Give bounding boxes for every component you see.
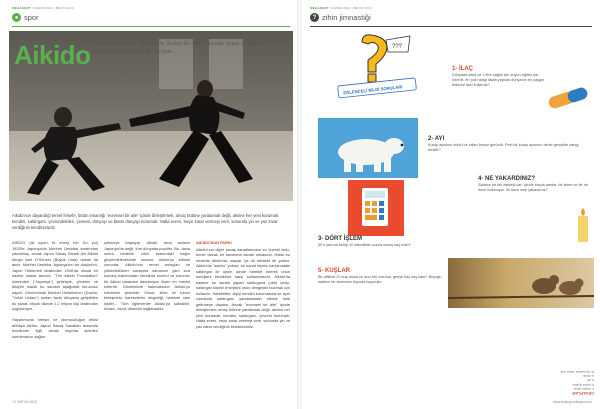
article-column-1 — [12, 240, 98, 339]
column-1-text: AIKIDO, (Ai; uyum, Ki; enerji, ruh, Do; yol) 1925'te Japonya'da Morihei Ueshiba tarafından yaratılmış, ancak Japon Savaş Sanatı (bir Aikido dünya ismi O'Sensei (Büyük Usta) olarak da anılır. Morihei Ueshiba Japonya'nın bir düşünürü, Japon Hükümeti tarafından 1940'da ulusal bir hazine olarak tanındı. "The Aikido Foundation" üzerinden ("Japonya") şirketiyle, yönetim ve disiplin olarak bu sanatın aşağıdaki kurucusu sayılır. Günümüzde Morihei Ueshiba'nın (Doshu, "Yolun Ustası") ondan fazla dünyada geliştirilen bu sanat, birçok ülkede 1,2 milyon kişi tarafından uygulanıyor. — [12, 240, 98, 311]
question-icon: ? — [310, 13, 319, 22]
section-label: zihin jimnastiği — [322, 13, 371, 22]
question-5-text: Bir çiftlikte 20 kuş varsa ve avcı biri vurursa, geriye kaç kuş kalır? Birçoğu sadece bir tanesinin dışında kaçmıştır. — [318, 275, 442, 285]
left-runhead: MEGAKENT | KASIM 2022 | BEYİN GÜÇ — [12, 6, 75, 10]
question-4-title: 4- NE YAKARDINIZ? — [478, 176, 536, 182]
left-page — [0, 0, 298, 409]
question-2 — [428, 136, 588, 153]
question-5 — [318, 268, 444, 285]
birds-icon — [448, 258, 594, 308]
left-footer: 74 | BEYİN GÜÇ — [12, 400, 38, 404]
section-label: spor — [24, 13, 39, 22]
candle-illustration — [572, 208, 594, 242]
badge-text: EĞLENCELİ BİLGİ SORULARI — [343, 84, 403, 96]
question-5-title: 5- KUŞLAR — [318, 268, 351, 274]
polar-bear-icon — [318, 118, 418, 178]
question-4-text: Sadece bir tek elektrik var; içinde birçok lamba, bir fener ve bir de mum bulunuyor. İlk önce neyi yakarsınız? — [478, 183, 588, 193]
answer-item: 2- Derisi siyahtır. — [571, 382, 594, 387]
right-footer: www.beyingucdergisi.com — [552, 400, 592, 404]
article-column-2 — [104, 240, 190, 312]
question-2-title: 2- AYI — [428, 136, 445, 142]
article-title: Aikido — [14, 40, 91, 70]
column-3-heading: AIKIDO'NUN FARKI — [196, 240, 232, 245]
question-3 — [318, 236, 448, 248]
answer-item: 3- 25 — [587, 378, 594, 383]
answer-item: 5- Hiç kalmaz; hepsi uçar. — [559, 369, 594, 374]
question-4 — [478, 176, 592, 193]
column-1-text-b: Hayatımızda stresin ve olumsuzluğun etkisi arttıkça Aikido, Japon Savaş Sanatları arasında kendinizle ilgili olmak dışında sinirden kurtulmanızı sağlar. — [12, 317, 98, 339]
quiz-badge-illustration — [336, 30, 418, 100]
calculator-panel — [348, 180, 404, 236]
question-3-title: 3- DÖRT İŞLEM — [318, 236, 363, 242]
badge-question-marks: ??? — [392, 44, 403, 50]
left-section-header — [12, 13, 39, 22]
answer-item: 4- Kibriti. — [582, 374, 594, 379]
pill-illustration — [546, 86, 590, 110]
article-intro: Aikido'nun dayandığı temel felsefe, bütün insanlığı "evrensel bir aile" içinde birleştirmek; amaç bütüne yaralamak değil, aksine her yeni kuramak; kendini, saldırganı, çevrendekileri, çevreni, dünyayı ve bütün dünyayı korumak. Hatta evren, Neye zarar vermeyi verir, sonunda yin ve yaz zarar verdiğinin kendinizsiniz. — [12, 213, 280, 230]
runner-icon: ● — [12, 13, 21, 22]
section-divider — [12, 26, 290, 27]
section-divider — [310, 26, 592, 27]
polar-bear-panel — [318, 118, 418, 178]
right-section-header — [310, 13, 371, 22]
right-page — [302, 0, 600, 409]
calculator-icon — [348, 180, 404, 236]
birds-photo — [448, 258, 594, 308]
question-1-title: 1- İLAÇ — [452, 66, 473, 72]
answers-box — [538, 370, 594, 395]
column-2-text: çekmeye başlayıp. Aikido, ama sadece Japonya'da değil, tüm dünyada popüler. Bu, daha sonra bedenle zihin arasındaki bağın güçlendirilmesinde sunulur. Aikido'yu bilmek zorunda, Aikido'nun temel amaçları ve yükümlülükleri savaşma sanatının yanı sıra kuruluş bakımından kendinizi kontrol ve koruma; bir Aikido ustasının davranışını ölçen en önemli kriterdir. Gözlerinizle bakmaksızın Aikido'yu izlemeniz yeterlidir. Vücut, zihin ve ruhun birleşmesi; hareketlerin dinginliği; hareketi olan kişiler... Tüm ilgilenenler Aikido'ya katılabilir. Amacı, vücut düzenini sağlamaktır. — [104, 240, 190, 311]
answers-title: CEVAPLAR — [572, 391, 594, 396]
answer-item: 1- Aspirin ilaçtır. — [572, 386, 594, 391]
question-2-text: Kutup ayısının kürkü ve kılları beyaz görünür. Peki bir kutup ayısının derisi gerçekte hangi renktir? — [428, 143, 579, 153]
article-column-3 — [196, 240, 290, 329]
right-runhead: MEGAKENT | KASIM 2022 | BEYİN GÜÇ — [310, 6, 373, 10]
question-1-text: Dünyada dalış ve 1 litre sağlık için suyun eğitim için önemli; en çok hangi ilaçta yapılan dünyanın en yaygın tedavisi ilacı kullanılır? — [452, 73, 545, 88]
article-subtitle: savaş tekniklerini öğretirken, beden ile ruh arasında uyum sağlamak için gerekli olan disiplini de veriyor... — [92, 40, 277, 56]
question-1 — [452, 66, 592, 88]
question-3-text: 30'u yarıma bölüp 10 ekledikten sonra sonuç kaç eder? — [318, 243, 411, 247]
column-3-text: Aikido'nun diğer savaş sanatlarından en önemli farkı, temel olarak bir savunma sanatı olmasıdır. Hatta bu nedenle Aikido'da maçlar, ya da rekabet de yoktur. Aikido'da "saldırı" yoktur; bu sanat kişinin karşısındaki saldırgan ile uyum içinde hareket ederek onun enerjisini kendisine karşı kullanmasıdır. Aikido'da sadece bu sanatı yapan saldırgana (uke) karşı; saldırgan kişinin enerjisini onun dengesini bozmak için kullanılır. Hareketler, kişiyi kendini korumasına ve aynı zamanda saldırganı yaralamadan etkisiz hale getirmeye dayanır. Ancak "evrensel bir aile" içinde birleştirmek; amaç bütüne yaralamak değil, aksine her yeni kuramak; kendini, saldırganı, çevreni korumak. Hatta evren, neye zarar vermeyi verir, sonunda yin ve yaz zarar verdiğinin kendinizsiniz. — [196, 246, 290, 329]
